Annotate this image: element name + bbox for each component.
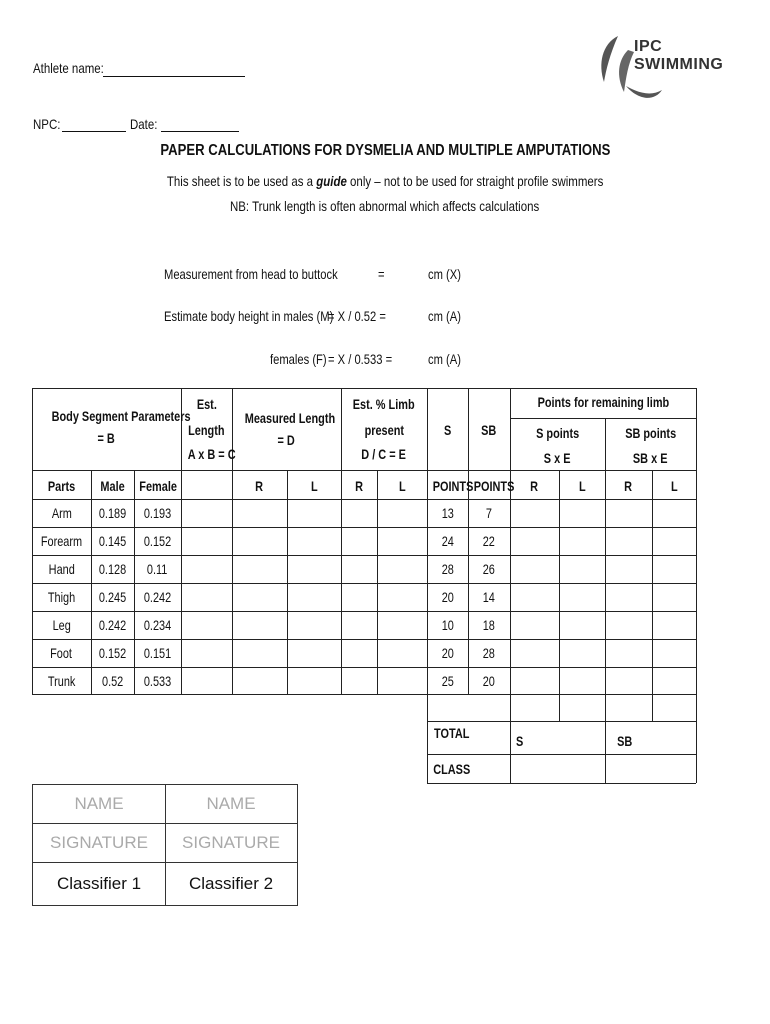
header-d: = D — [277, 432, 296, 448]
npc-field[interactable] — [62, 117, 126, 132]
row-sb-cell: 18 — [482, 617, 496, 633]
date-label: Date: — [130, 116, 158, 132]
row-sb-cell: 22 — [482, 533, 496, 549]
subheader-r-sb: R — [624, 478, 633, 494]
row-male-cell: 0.52 — [101, 673, 124, 689]
header-body-segment-parameters: Body Segment Parameters — [51, 408, 191, 424]
header-sb: SB — [481, 422, 497, 438]
subheader-r-percent: R — [355, 478, 363, 494]
npc-label: NPC: — [33, 116, 61, 132]
row-male-cell: 0.145 — [98, 533, 127, 549]
subheader-l-s: L — [578, 478, 586, 494]
classifier1-name-field[interactable]: NAME — [74, 794, 124, 813]
estimate-female-label: females (F) — [270, 351, 327, 367]
row-female-cell: 0.152 — [143, 533, 172, 549]
row-part-cell: Foot — [50, 645, 73, 661]
total-label: TOTAL — [434, 725, 470, 741]
row-part-cell: Leg — [52, 617, 71, 633]
row-female-cell: 0.234 — [143, 617, 172, 633]
row-male-cell: 0.189 — [98, 505, 127, 521]
class-label: CLASS — [433, 761, 471, 777]
row-sb-cell: 7 — [485, 505, 493, 521]
subheader-sb-points: POINTS — [473, 478, 515, 494]
classifier1-signature-field[interactable]: SIGNATURE — [50, 833, 148, 852]
row-female-cell: 0.242 — [143, 589, 172, 605]
subheader-male: Male — [100, 478, 125, 494]
row-female-cell: 0.151 — [143, 645, 172, 661]
estimate-female-unit: cm (A) — [428, 351, 461, 367]
subheader-l-sb: L — [670, 478, 678, 494]
row-male-cell: 0.242 — [98, 617, 127, 633]
row-sb-cell: 28 — [482, 645, 496, 661]
row-part-cell: Trunk — [47, 673, 76, 689]
subtitle-nb: NB: Trunk length is often abnormal which affects calculations — [230, 198, 540, 214]
estimate-female-eq: = X / 0.533 = — [328, 351, 393, 367]
header-length: Length — [188, 422, 225, 438]
row-sb-cell: 20 — [482, 673, 496, 689]
header-s: S — [443, 422, 452, 438]
classifier2-signature-field[interactable]: SIGNATURE — [182, 833, 280, 852]
row-part-cell: Thigh — [47, 589, 76, 605]
row-part-cell: Forearm — [40, 533, 83, 549]
row-s-cell: 10 — [441, 617, 454, 633]
row-female-cell: 0.533 — [143, 673, 172, 689]
row-male-cell: 0.152 — [98, 645, 127, 661]
subheader-s-points: POINTS — [432, 478, 474, 494]
row-s-cell: 24 — [441, 533, 454, 549]
measurement-head-buttock-eq: = — [378, 266, 385, 282]
header-sbxe: SB x E — [633, 450, 668, 466]
subheader-female: Female — [139, 478, 177, 494]
date-field[interactable] — [161, 117, 239, 132]
subheader-r-s: R — [530, 478, 539, 494]
row-part-cell: Hand — [48, 561, 75, 577]
classifier2-label: Classifier 2 — [188, 874, 274, 893]
row-s-cell: 20 — [441, 645, 454, 661]
header-measured-length: Measured Length — [244, 410, 336, 426]
page-title: PAPER CALCULATIONS FOR DYSMELIA AND MULTIPLE AMPUTATIONS — [160, 142, 610, 159]
athlete-name-field[interactable] — [103, 62, 245, 77]
header-b: = B — [97, 430, 116, 446]
total-s-label: S — [516, 733, 524, 749]
row-s-cell: 13 — [441, 505, 454, 521]
row-s-cell: 20 — [441, 589, 454, 605]
ipc-logo — [596, 30, 746, 114]
athlete-name-label: Athlete name: — [33, 60, 104, 76]
header-sxe: S x E — [544, 450, 571, 466]
classifier1-label: Classifier 1 — [56, 874, 142, 893]
subtitle-usage: This sheet is to be used as a guide only – not to be used for straight profile swimmers — [166, 173, 604, 189]
estimate-male-unit: cm (A) — [428, 308, 461, 324]
header-s-points: S points — [535, 425, 580, 441]
header-dce: D / C = E — [361, 446, 407, 462]
total-sb-label: SB — [617, 733, 633, 749]
header-est-limb: Est. % Limb — [353, 396, 415, 412]
measurement-head-buttock-unit: cm (X) — [428, 266, 461, 282]
row-male-cell: 0.128 — [98, 561, 127, 577]
estimate-male-label: Estimate body height in males (M) — [164, 308, 334, 324]
subheader-parts: Parts — [47, 478, 76, 494]
row-part-cell: Arm — [51, 505, 72, 521]
estimate-male-eq: = X / 0.52 = — [328, 308, 386, 324]
row-sb-cell: 26 — [482, 561, 496, 577]
header-points-remaining-limb: Points for remaining limb — [537, 394, 669, 410]
row-female-cell: 0.11 — [147, 561, 168, 577]
classifier2-name-field[interactable]: NAME — [206, 794, 256, 813]
classifier-signature-table — [32, 784, 298, 906]
row-female-cell: 0.193 — [143, 505, 172, 521]
header-est: Est. — [196, 396, 217, 412]
header-sb-points: SB points — [625, 425, 676, 441]
header-axb: A x B = C — [187, 446, 236, 462]
row-male-cell: 0.245 — [98, 589, 127, 605]
subheader-l-percent: L — [398, 478, 406, 494]
row-s-cell: 25 — [441, 673, 454, 689]
measurement-head-buttock-label: Measurement from head to buttock — [164, 266, 338, 282]
subheader-l-measured: L — [310, 478, 318, 494]
row-s-cell: 28 — [441, 561, 454, 577]
calculation-table — [32, 388, 696, 783]
subheader-r-measured: R — [255, 478, 264, 494]
logo-text: IPC SWIMMING — [634, 38, 724, 73]
row-sb-cell: 14 — [482, 589, 496, 605]
header-present: present — [364, 422, 404, 438]
